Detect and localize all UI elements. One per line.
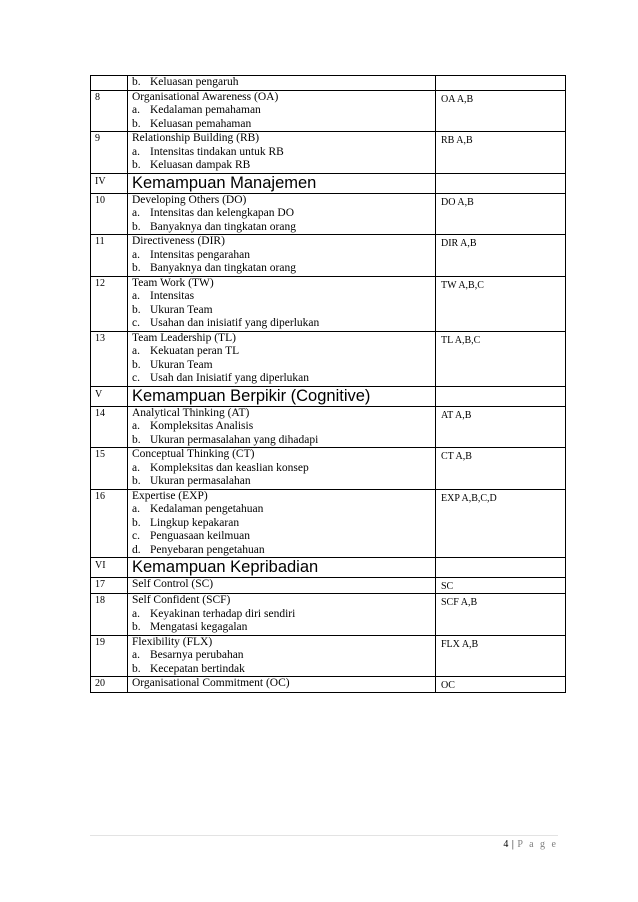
item-description (128, 193, 436, 235)
sub-item (132, 530, 435, 544)
sub-item (132, 345, 435, 359)
item-number: 15 (91, 448, 128, 490)
table-row (91, 594, 566, 636)
sub-item (132, 249, 435, 263)
sub-item-text: Keluasan pengaruh (150, 76, 239, 88)
sub-item (132, 76, 435, 90)
sub-item (132, 621, 435, 635)
item-code: DO A,B (436, 193, 566, 235)
item-number: 20 (91, 677, 128, 693)
section-number: V (91, 386, 128, 406)
sub-item-marker: a. (132, 420, 140, 432)
table-row (91, 489, 566, 558)
sub-item-text: Kompleksitas dan keaslian konsep (150, 461, 309, 474)
sub-item-marker: a. (132, 649, 140, 661)
sub-item-text: Keyakinan terhadap diri sendiri (150, 607, 296, 620)
sub-item (132, 544, 435, 558)
item-number: 8 (91, 90, 128, 132)
item-title: Organisational Commitment (OC) (132, 677, 290, 689)
sub-item-text: Kekuatan peran TL (150, 345, 240, 357)
table-row (91, 90, 566, 132)
item-title: Developing Others (DO) (132, 193, 247, 206)
section-code-cell (436, 558, 566, 578)
footer-rule (90, 835, 558, 836)
sub-item-marker: c. (132, 372, 140, 384)
page-number: 4 (503, 839, 509, 850)
item-title: Directiveness (DIR) (132, 235, 225, 247)
item-description (128, 90, 436, 132)
sub-item-marker: b. (132, 433, 141, 446)
section-row (91, 558, 566, 578)
sub-item-text: Ukuran Team (150, 303, 213, 316)
sub-item-text: Intensitas tindakan untuk RB (150, 145, 284, 158)
sub-item-marker: b. (132, 76, 141, 88)
section-number: IV (91, 173, 128, 193)
sub-item-text: Intensitas (150, 290, 195, 302)
item-code: AT A,B (436, 406, 566, 448)
item-title: Flexibility (FLX) (132, 635, 213, 648)
sub-item-text: Kedalaman pengetahuan (150, 503, 264, 515)
sub-item-marker: b. (132, 662, 141, 675)
sub-item-text: Keluasan dampak RB (150, 159, 251, 171)
sub-item (132, 118, 435, 132)
item-description (128, 578, 436, 594)
sub-item-marker: b. (132, 475, 141, 487)
item-number: 17 (91, 578, 128, 594)
page-word: P a g e (517, 839, 558, 850)
sub-item-marker: a. (132, 145, 140, 158)
sub-item-text: Keluasan pemahaman (150, 117, 252, 130)
item-description (128, 677, 436, 693)
competency-table (90, 75, 566, 693)
item-code: SC (436, 578, 566, 594)
sub-item-marker: a. (132, 607, 140, 620)
sub-item-marker: d. (132, 543, 141, 556)
sub-item-marker: a. (132, 104, 140, 116)
sub-item-marker: b. (132, 516, 141, 529)
item-code: RB A,B (436, 132, 566, 174)
item-code: EXP A,B,C,D (436, 489, 566, 558)
sub-item (132, 608, 435, 622)
sub-item (132, 304, 435, 318)
sub-item-text: Mengatasi kegagalan (150, 621, 248, 633)
sub-item-text: Penyebaran pengetahuan (150, 543, 265, 556)
table-row (91, 448, 566, 490)
item-code: SCF A,B (436, 594, 566, 636)
item-description (128, 448, 436, 490)
item-description (128, 276, 436, 331)
competency-table-body (91, 76, 566, 693)
sub-item (132, 359, 435, 373)
table-row (91, 677, 566, 693)
item-number: 10 (91, 193, 128, 235)
sub-item-marker: b. (132, 159, 141, 171)
item-code: TL A,B,C (436, 331, 566, 386)
item-title: Conceptual Thinking (CT) (132, 448, 255, 460)
sub-item (132, 290, 435, 304)
sub-item-marker: c. (132, 317, 140, 329)
item-number: 9 (91, 132, 128, 174)
sub-item (132, 434, 435, 448)
item-code: FLX A,B (436, 635, 566, 677)
table-row (91, 132, 566, 174)
item-number: 13 (91, 331, 128, 386)
sub-item (132, 503, 435, 517)
table-row (91, 406, 566, 448)
sub-item-text: Banyaknya dan tingkatan orang (150, 262, 296, 274)
item-code: DIR A,B (436, 235, 566, 277)
sub-item-marker: a. (132, 345, 140, 357)
item-title: Organisational Awareness (OA) (132, 90, 279, 103)
page-footer (440, 839, 558, 850)
item-description (128, 235, 436, 277)
item-description (128, 331, 436, 386)
sub-item-text: Ukuran permasalahan yang dihadapi (150, 433, 319, 446)
sub-item-marker: a. (132, 207, 140, 219)
item-number: 16 (91, 489, 128, 558)
section-code-cell (436, 386, 566, 406)
item-number: 19 (91, 635, 128, 677)
sub-item (132, 317, 435, 331)
sub-item-text: Kedalaman pemahaman (150, 104, 261, 116)
item-code: OA A,B (436, 90, 566, 132)
sub-item (132, 649, 435, 663)
section-row (91, 173, 566, 193)
sub-item (132, 221, 435, 235)
item-description (128, 406, 436, 448)
sub-item (132, 262, 435, 276)
sub-item-text: Usahan dan inisiatif yang diperlukan (150, 317, 320, 329)
sub-item-text: Ukuran Team (150, 358, 213, 371)
item-description (128, 76, 436, 91)
item-code: TW A,B,C (436, 276, 566, 331)
sub-item-text: Ukuran permasalahan (150, 475, 251, 487)
footer-separator: | (511, 839, 515, 850)
item-number: 12 (91, 276, 128, 331)
sub-item-text: Besarnya perubahan (150, 649, 244, 661)
table-row (91, 276, 566, 331)
table-row (91, 635, 566, 677)
sub-item (132, 517, 435, 531)
section-row (91, 386, 566, 406)
table-row (91, 76, 566, 91)
item-code (436, 76, 566, 91)
item-number: 11 (91, 235, 128, 277)
sub-item (132, 146, 435, 160)
section-code-cell (436, 173, 566, 193)
section-title: Kemampuan Berpikir (Cognitive) (128, 386, 436, 406)
sub-item-text: Usah dan Inisiatif yang diperlukan (150, 372, 310, 384)
item-number: 18 (91, 594, 128, 636)
sub-item-marker: c. (132, 530, 140, 542)
sub-item-marker: a. (132, 503, 140, 515)
table-row (91, 235, 566, 277)
section-number: VI (91, 558, 128, 578)
sub-item-text: Intensitas dan kelengkapan DO (150, 207, 295, 219)
sub-item (132, 462, 435, 476)
item-number: 14 (91, 406, 128, 448)
sub-item-marker: b. (132, 303, 141, 316)
sub-item (132, 207, 435, 221)
sub-item-text: Penguasaan keilmuan (150, 530, 250, 542)
sub-item (132, 159, 435, 173)
sub-item-marker: a. (132, 290, 140, 302)
sub-item (132, 663, 435, 677)
table-row (91, 331, 566, 386)
table-row (91, 193, 566, 235)
table-row (91, 578, 566, 594)
sub-item-text: Kompleksitas Analisis (150, 420, 254, 432)
sub-item-marker: a. (132, 248, 140, 261)
item-title: Analytical Thinking (AT) (132, 406, 250, 419)
item-title: Expertise (EXP) (132, 489, 208, 502)
item-code: CT A,B (436, 448, 566, 490)
section-title: Kemampuan Kepribadian (128, 558, 436, 578)
item-description (128, 594, 436, 636)
item-description (128, 635, 436, 677)
item-title: Team Work (TW) (132, 276, 214, 289)
item-description (128, 489, 436, 558)
item-title: Self Control (SC) (132, 578, 214, 590)
sub-item-marker: b. (132, 358, 141, 371)
sub-item-text: Lingkup kepakaran (150, 516, 240, 529)
item-title: Relationship Building (RB) (132, 132, 260, 144)
sub-item-marker: b. (132, 117, 141, 130)
item-number (91, 76, 128, 91)
sub-item (132, 420, 435, 434)
item-code: OC (436, 677, 566, 693)
sub-item-marker: b. (132, 621, 141, 633)
sub-item (132, 475, 435, 489)
sub-item-marker: a. (132, 461, 140, 474)
section-title: Kemampuan Manajemen (128, 173, 436, 193)
sub-item-text: Kecepatan bertindak (150, 662, 245, 675)
sub-item (132, 104, 435, 118)
sub-item-text: Intensitas pengarahan (150, 248, 250, 261)
sub-item (132, 372, 435, 386)
item-title: Self Confident (SCF) (132, 594, 231, 606)
item-description (128, 132, 436, 174)
item-title: Team Leadership (TL) (132, 331, 236, 344)
sub-item-marker: b. (132, 220, 141, 233)
sub-item-marker: b. (132, 262, 141, 274)
sub-item-text: Banyaknya dan tingkatan orang (150, 220, 296, 233)
